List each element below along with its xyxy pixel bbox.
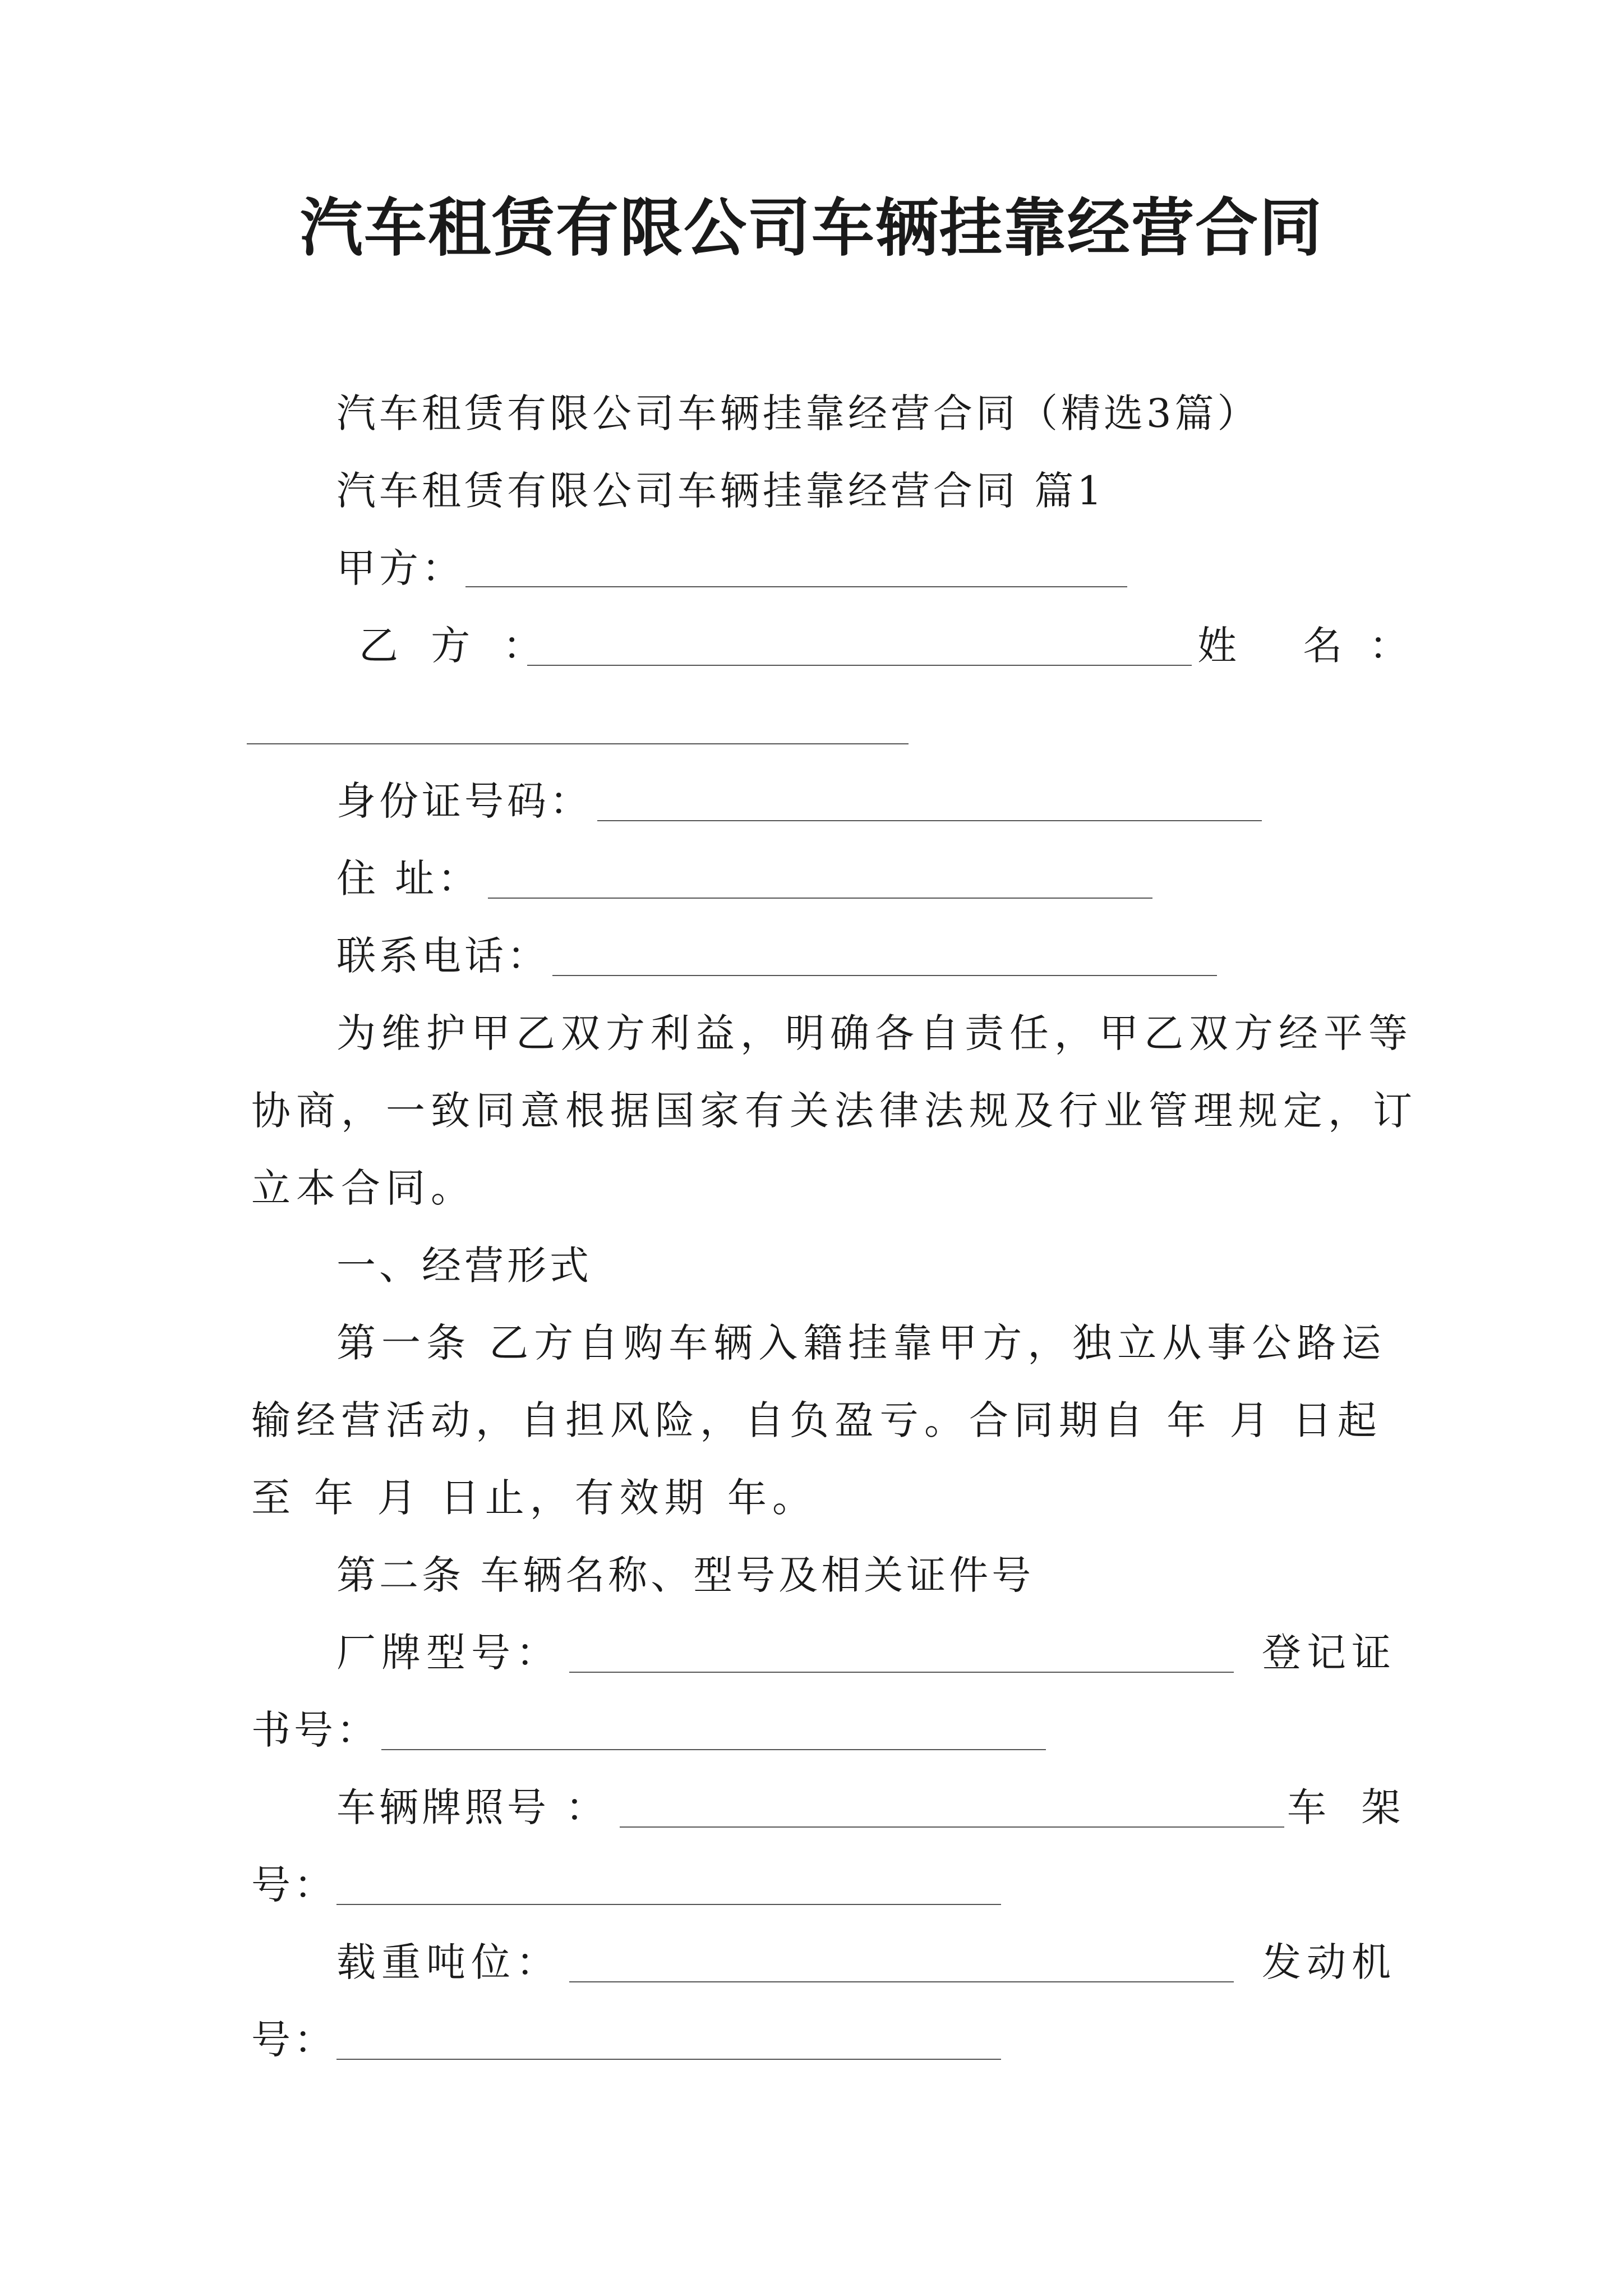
party-b-label: 乙 方 ： xyxy=(359,623,552,669)
load-tonnage-blank xyxy=(569,1981,1234,1982)
engine-blank xyxy=(336,2059,1001,2060)
intro-line-2: 协商，一致同意根据国家有关法律法规及行业管理规定，订 xyxy=(251,1088,1418,1134)
article-1-line-3: 至 年 月 日止，有效期 年。 xyxy=(251,1475,818,1521)
name-blank xyxy=(247,743,909,744)
article-1-line-2: 输经营活动，自担风险，自负盈亏。合同期自 年 月 日起 xyxy=(251,1397,1382,1443)
article-2-heading: 第二条 车辆名称、型号及相关证件号 xyxy=(336,1552,1035,1598)
registration-label-part-1: 登记证 xyxy=(1262,1630,1396,1676)
phone-label: 联系电话： xyxy=(336,933,550,979)
party-b-blank xyxy=(527,665,1192,666)
address-blank xyxy=(488,898,1152,899)
phone-blank xyxy=(552,975,1217,976)
intro-line-1: 为维护甲乙双方利益，明确各自责任，甲乙双方经平等 xyxy=(336,1010,1413,1056)
plate-number-label: 车辆牌照号 ： xyxy=(336,1784,608,1830)
engine-label-part-1: 发动机 xyxy=(1262,1939,1396,1985)
document-title: 汽车租赁有限公司车辆挂靠经营合同 xyxy=(300,191,1323,265)
intro-line-3: 立本合同。 xyxy=(251,1165,476,1211)
brand-model-blank xyxy=(569,1672,1234,1673)
subtitle: 汽车租赁有限公司车辆挂靠经营合同（精选3篇） xyxy=(336,390,1260,436)
registration-label-part-2: 书号： xyxy=(251,1707,379,1753)
id-number-blank xyxy=(597,820,1262,821)
name-label: 姓 名： xyxy=(1197,623,1436,669)
frame-blank xyxy=(336,1904,1001,1905)
frame-label-part-2: 号： xyxy=(251,1862,336,1908)
load-tonnage-label: 载重吨位： xyxy=(336,1939,561,1985)
article-1-line-1: 第一条 乙方自购车辆入籍挂靠甲方，独立从事公路运 xyxy=(336,1320,1387,1366)
registration-blank xyxy=(381,1749,1046,1750)
plate-number-blank xyxy=(620,1826,1284,1828)
address-label: 住 址： xyxy=(336,855,481,901)
frame-label-part-1: 车 架 xyxy=(1287,1784,1412,1830)
chapter-1-heading: 一、经营形式 xyxy=(336,1243,592,1289)
party-a-label: 甲方： xyxy=(336,545,464,591)
brand-model-label: 厂牌型号： xyxy=(336,1630,561,1676)
engine-label-part-2: 号： xyxy=(251,2017,336,2063)
party-a-blank xyxy=(465,586,1127,587)
section-heading: 汽车租赁有限公司车辆挂靠经营合同 篇1 xyxy=(336,468,1105,514)
id-number-label: 身份证号码： xyxy=(336,778,592,824)
